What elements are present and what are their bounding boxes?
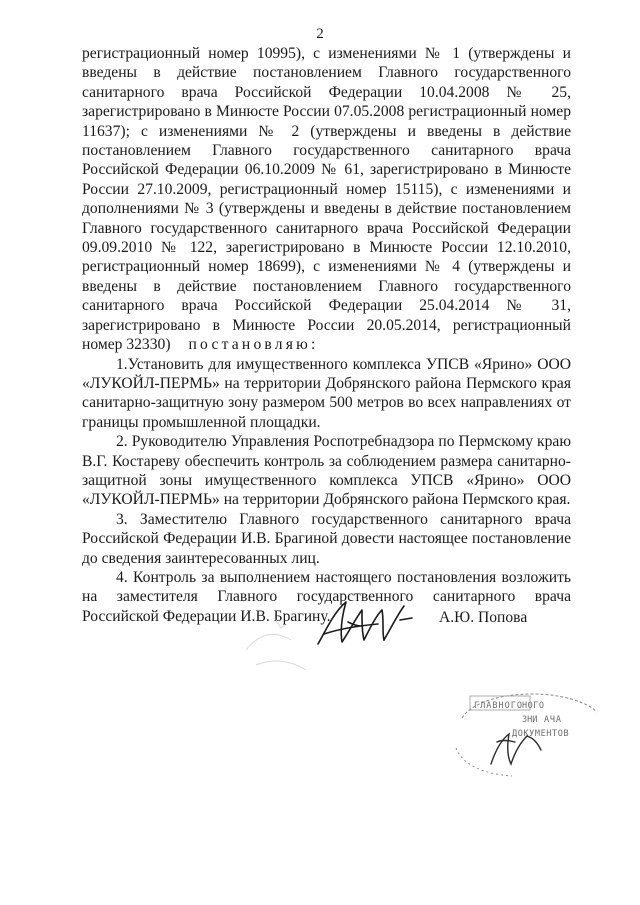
paragraph-item-4: 4. Контроль за выполнением настоящего постановления возложить на заместителя Главного государственного санитарного врача Российской Федерации И.В. Брагину. <box>82 568 571 625</box>
svg-text:ЗНИ: ЗНИ <box>522 715 538 725</box>
svg-text:ГЛАВНОГО: ГЛАВНОГО <box>474 701 523 711</box>
svg-text:АЧА: АЧА <box>544 715 562 725</box>
paragraph-preamble <box>82 44 571 355</box>
paragraph-item-2: 2. Руководителю Управления Роспотребнадзора по Пермскому краю В.Г. Костареву обеспечить контроль за соблюдением размера санитарно-защитной зоны имущественного комплекса УПСВ «Ярино» ООО «ЛУКОЙЛ-ПЕРМЬ» на территории Добрянского района Пермского края. <box>82 433 571 509</box>
svg-text:ДОКУМЕНТОВ: ДОКУМЕНТОВ <box>512 729 570 739</box>
paragraph-item-3: 3. Заместителю Главного государственного санитарного врача Российской Федерации И.В. Брагиной довести настоящее постановление до сведения заинтересованных лиц. <box>82 510 571 567</box>
handwritten-signature <box>312 590 422 650</box>
document-body <box>82 44 571 626</box>
stamp-signature <box>485 712 555 782</box>
page-number: 2 <box>316 26 324 42</box>
svg-text:НОГО: НОГО <box>522 701 545 711</box>
resolution-word: постановляю: <box>188 336 319 354</box>
preamble-text: регистрационный номер 10995), с изменениями № 1 (утверждены и введены в действие постановлением Главного государственного санитарного врача Российской Федерации 10.04.2008 № 25, зарегистрировано в Минюсте России 07.05.2008 регистрационный номер 11637); с изменениями № 2 (утверждены и введены в действие постановлением Главного государственного санитарного врача Российской Федерации 06.10.2009 № 61, зарегистрировано в Минюсте России 27.10.2009, регистрационный номер 15115), с изменениями и дополнениями № 3 (утверждены и введены в действие постановлением Главного государственного санитарного врача Российской Федерации 09.09.2010 № 122, зарегистрировано в Минюсте России 12.10.2010, регистрационный номер 18699), с изменениями № 4 (утверждены и введены в действие постановлением Главного государственного санитарного врача Российской Федерации 25.04.2014 № 31, зарегистрировано в Минюсте России 20.05.2014, регистрационный номер 32330) <box>82 45 571 354</box>
paragraph-item-1: 1.Установить для имущественного комплекса УПСВ «Ярино» ООО «ЛУКОЙЛ-ПЕРМЬ» на территории Добрянского района Пермского края санитарно-защитную зону размером 500 метров во всех направлениях от границы промышленной площадки. <box>82 355 571 431</box>
signatory-name: А.Ю. Попова <box>439 609 528 626</box>
